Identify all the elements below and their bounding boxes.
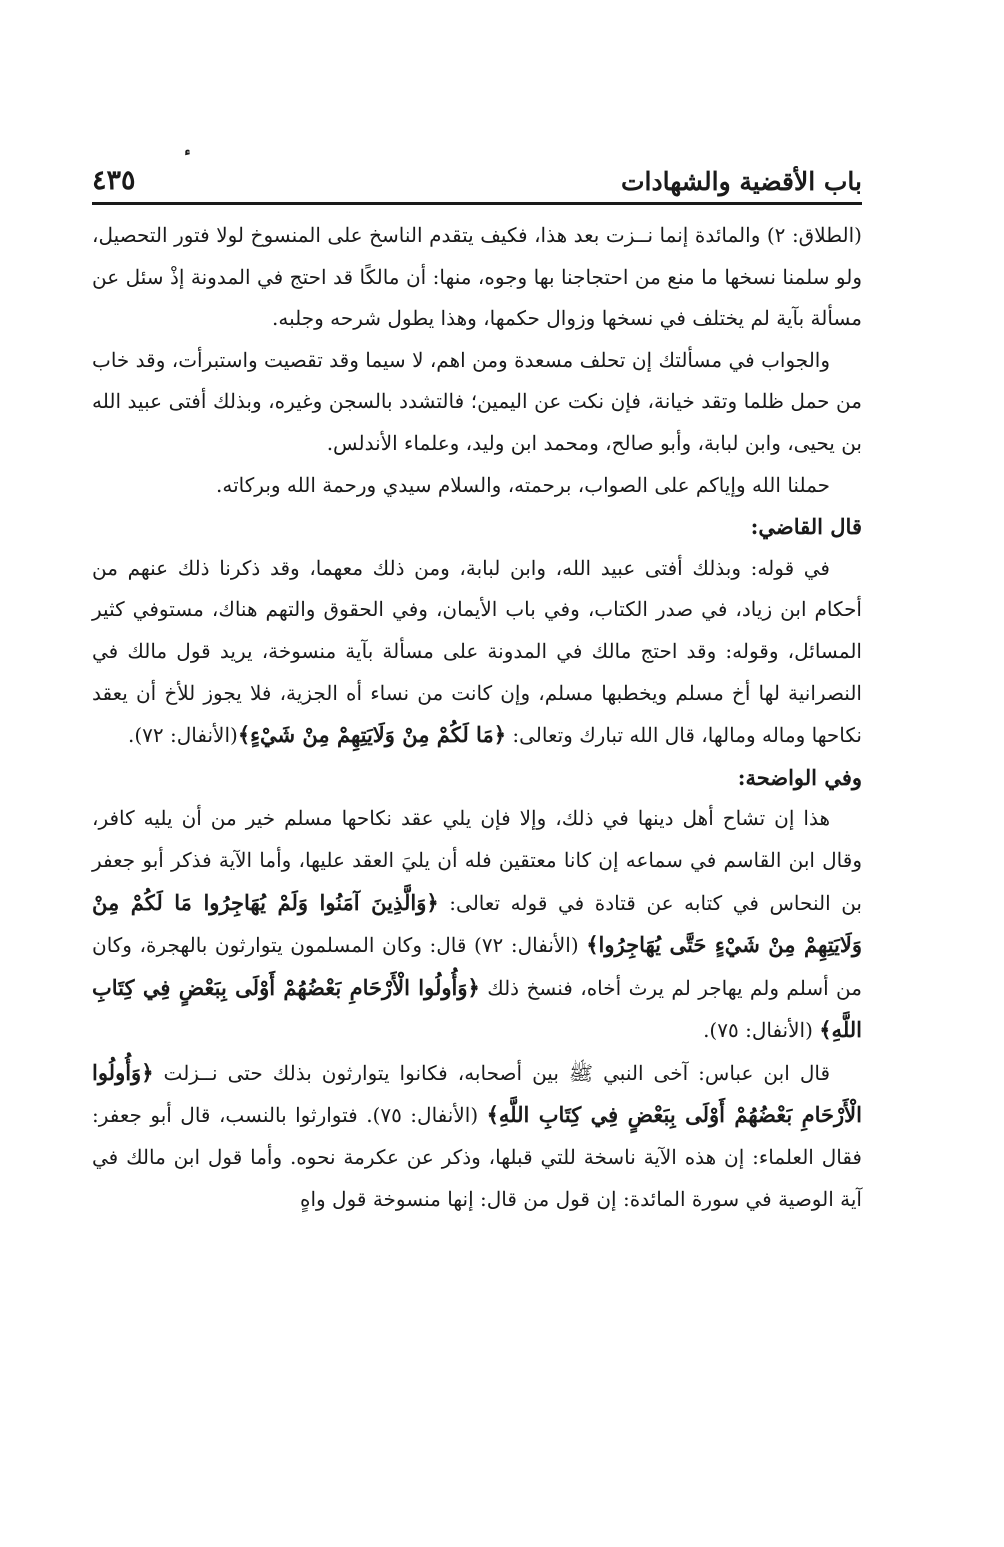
page-header [92,150,862,196]
section-heading-wadiha: وفي الواضحة: [737,764,862,790]
running-title: باب الأقضية والشهادات [621,167,862,196]
paragraph-4-text: في قوله: وبذلك أفتى عبيد الله، وابن لبابة، ومن ذلك معهما، وقد ذكرنا ذلك عنهم من أحكام ابن زياد، في صدر الكتاب، وفي باب الأيمان، وفي الحقوق والتهم هناك، مستوفي كثير المسائل، وقوله: وقد احتج مالك في المدونة على مسألة بآية منسوخة، يريد قول مالك في النصرانية لها أخ مسلم ويخطبها مسلم، وإن كانت من نساء أه الجزية، فلا يجوز للأخ أن يعقد نكاحها وماله ومالها، قال الله تبارك وتعالى: [92,555,862,748]
paragraph-1: (الطلاق: ٢) والمائدة إنما نــزت بعد هذا، فكيف يتقدم الناسخ على المنسوخ لولا فتور التحصيل، ولو سلمنا نسخها ما منع من احتجاجنا بها وجوه، منها: أن مالكًا قد احتج في المدونة إذْ سئل عن مسألة بآية لم يختلف في نسخها وزوال حكمها، وهذا يطول شرحه وجلبه. [92,223,862,331]
quran-verse: ﴿وَالَّذِينَ آمَنُوا وَلَمْ يُهَاجِرُوا مَا لَكُمْ مِنْ وَلَايَتِهِمْ مِنْ شَيْءٍ حَتَّى يُهَاجِرُوا﴾ [92,889,862,958]
paragraph-6-text-2: (الأنفال: ٧٥). فتوارثوا بالنسب، قال أبو جعفر: فقال العلماء: إن هذه الآية ناسخة للتي قبلها، وذكر عن عكرمة نحوه. وأما قول ابن مالك في آية الوصية في سورة المائدة: إن قول من قال: إنها منسوخة قول واهٍ [92,1103,862,1211]
paragraph-6 [92,1052,862,1220]
paragraph-4-citation: (الأنفال: ٧٢). [128,723,238,748]
paragraph-5-citation: (الأنفال: ٧٥). [703,1018,820,1043]
paragraph-5 [92,798,862,1052]
page-body [92,215,862,1220]
book-page [92,150,862,1220]
paragraph-2: والجواب في مسألتك إن تحلف مسعدة ومن اهم، لا سيما وقد تقصيت واستبرأت، وقد خاب من حمل ظلما وتقد خيانة، فإن نكت عن اليمين؛ فالتشدد بالسجن وغيره، وبذلك أفتى عبيد الله بن يحيى، وابن لبابة، وأبو صالح، ومحمد ابن وليد، وعلماء الأندلس. [92,347,862,455]
page-number: ٤٣٥ [92,165,136,196]
header-rule [92,202,862,205]
paragraph-4 [92,548,862,757]
section-heading-qadi: قال القاضي: [750,514,862,540]
quran-verse: ﴿وَأُولُوا الْأَرْحَامِ بَعْضُهُمْ أَوْلَى بِبَعْضٍ فِي كِتَابِ اللَّهِ﴾ [92,1059,862,1128]
quran-verse: ﴿وَأُولُوا الْأَرْحَامِ بَعْضُهُمْ أَوْلَى بِبَعْضٍ فِي كِتَابِ اللَّهِ﴾ [92,974,862,1043]
paragraph-5-text: هذا إن تشاح أهل دينها في ذلك، وإلا فإن يلي عقد نكاحها مسلم خير من أن يليه كافر، وقال ابن القاسم في سماعه إن كانا معتقين فله أن يليَ العقد عليها، وأما الآية فذكر أبو جعفر بن النحاس في كتابه عن قتادة في قوله تعالى: [92,806,863,915]
paragraph-3: حملنا الله وإياكم على الصواب، برحمته، والسلام سيدي ورحمة الله وبركاته. [216,472,830,497]
paragraph-6-text: قال ابن عباس: آخى النبي ﷺ بين أصحابه، فكانوا يتوارثون بذلك حتى نــزلت [153,1060,830,1085]
paragraph-5-text-2: (الأنفال: ٧٢) قال: وكان المسلمون يتوارثون بالهجرة، وكان من أسلم ولم يهاجر لم يرث أخاه، فنسخ ذلك [92,933,862,1000]
quran-verse: ﴿مَا لَكُمْ مِنْ وَلَايَتِهِمْ مِنْ شَيْءٍ﴾ [237,722,507,748]
